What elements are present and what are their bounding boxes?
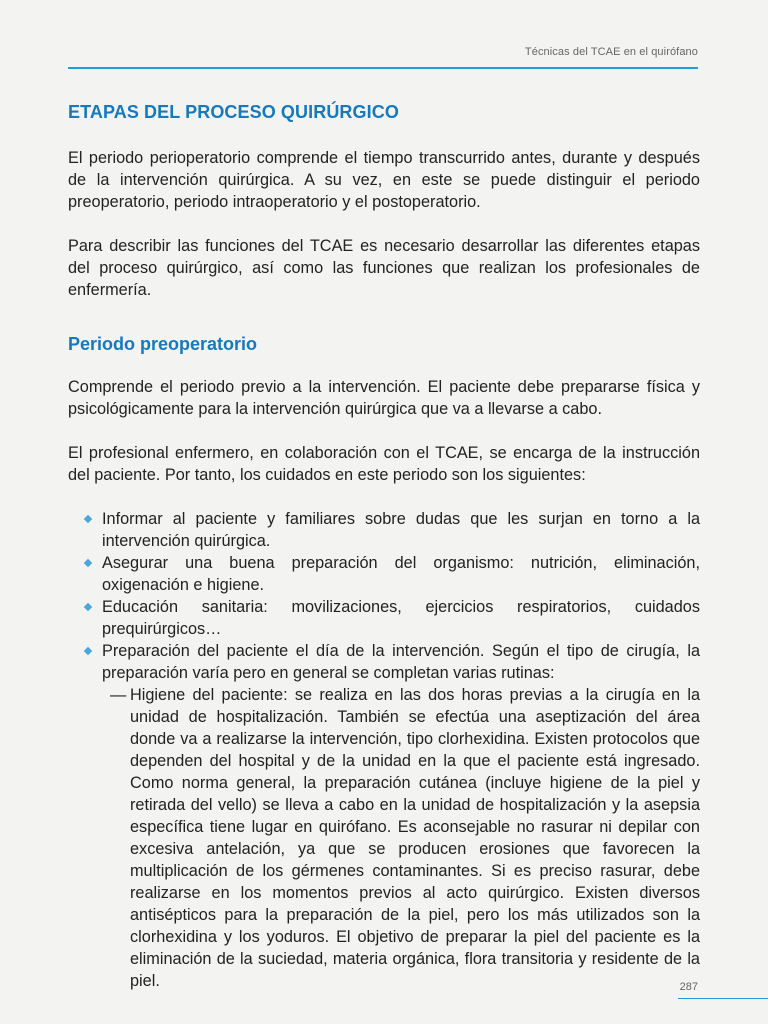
diamond-bullet-icon xyxy=(84,515,92,523)
list-item-text: Educación sanitaria: movilizaciones, ejercicios respiratorios, cuidados prequirúrgicos… xyxy=(102,598,700,638)
diamond-bullet-icon xyxy=(84,559,92,567)
subsection-title: Periodo preoperatorio xyxy=(68,334,258,354)
list-item xyxy=(68,508,700,552)
page-number: 287 xyxy=(679,981,698,993)
footer-rule xyxy=(678,998,768,999)
section-title: ETAPAS DEL PROCESO QUIRÚRGICO xyxy=(68,102,399,122)
list-item xyxy=(68,552,700,596)
subsection-paragraph-1: Comprende el periodo previo a la intervención. El paciente debe prepararse física y psicológicamente para la intervención quirúrgica que va a llevarse a cabo. xyxy=(68,378,700,418)
sub-list-item xyxy=(102,684,700,992)
section-paragraph-1: El periodo perioperatorio comprende el tiempo transcurrido antes, durante y después de la intervención quirúrgica. A su vez, en este se puede distinguir el periodo preoperatorio, periodo intraoperatorio y el postoperatorio. xyxy=(68,149,700,211)
sub-list-item-text: Higiene del paciente: se realiza en las dos horas previas a la cirugía en la unidad de hospitalización. También se efectúa una aseptización del área donde va a realizarse la intervención, tipo clorhexidina. Existen protocolos que dependen del hospital y de la unidad en la que el paciente está ingresado. Como norma general, la preparación cutánea (incluye higiene de la piel y retirada del vello) se lleva a cabo en la unidad de hospitalización y la asepsia específica tiene lugar en quirófano. Es aconsejable no rasurar ni depilar con excesiva antelación, ya que se producen erosiones que favorecen la multiplicación de los gérmenes contaminantes. Si es preciso rasurar, debe realizarse en los momentos previos al acto quirúrgico. Existen diversos antisépticos para la preparación de la piel, pero los más utilizados son la clorhexidina y los yoduros. El objetivo de preparar la piel del paciente es la eliminación de la suciedad, materia orgánica, flora transitoria y residente de la piel. xyxy=(130,686,700,990)
section-paragraph-2: Para describir las funciones del TCAE es necesario desarrollar las diferentes etapas del proceso quirúrgico, así como las funciones que realizan los profesionales de enfermería. xyxy=(68,237,700,299)
subsection-paragraph-2: El profesional enfermero, en colaboración con el TCAE, se encarga de la instrucción del paciente. Por tanto, los cuidados en este periodo son los siguientes: xyxy=(68,444,700,484)
running-header: Técnicas del TCAE en el quirófano xyxy=(524,46,698,58)
list-item xyxy=(68,640,700,992)
care-list xyxy=(68,508,700,992)
list-item-text: Preparación del paciente el día de la intervención. Según el tipo de cirugía, la preparación varía pero en general se completan varias rutinas: xyxy=(102,642,700,682)
page-body xyxy=(68,100,700,992)
header-rule xyxy=(68,67,698,69)
list-item-text: Asegurar una buena preparación del organismo: nutrición, eliminación, oxigenación e higiene. xyxy=(102,554,700,594)
list-item-text: Informar al paciente y familiares sobre dudas que les surjan en torno a la intervención quirúrgica. xyxy=(102,510,700,550)
diamond-bullet-icon xyxy=(84,647,92,655)
list-item xyxy=(68,596,700,640)
dash-marker: — xyxy=(110,686,127,704)
sub-list xyxy=(102,684,700,992)
diamond-bullet-icon xyxy=(84,603,92,611)
